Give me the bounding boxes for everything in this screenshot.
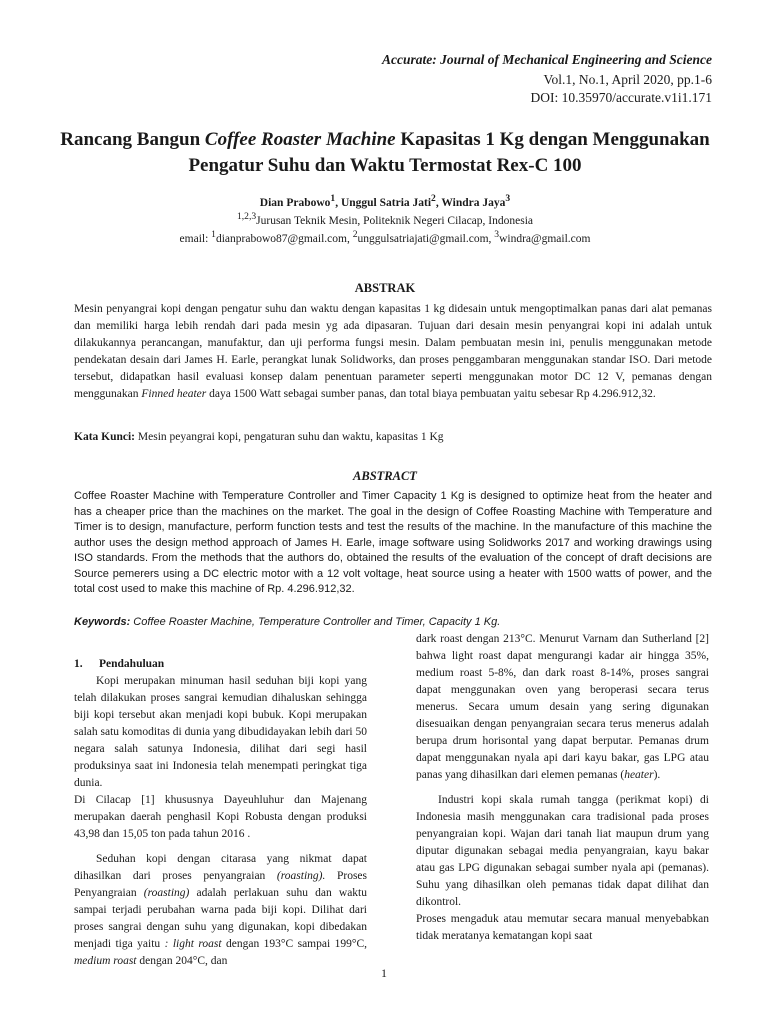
author-2-sup: 2 (431, 193, 436, 204)
paper-title (60, 127, 710, 179)
email-1-sup: 1 (211, 229, 216, 240)
email-2-sup: 2 (352, 229, 358, 240)
email-3-sup: 3 (494, 229, 500, 240)
paragraph-r1 (416, 631, 709, 784)
p2-a: Seduhan kopi dengan citarasa yang nikmat dapat dihasilkan dari proses penyangraian (74, 853, 367, 882)
r1-a: dark roast dengan 213°C. Menurut Varnam dan Sutherland [2] bahwa light roast dapat mengurangi kadar air hingga 35%, medium roast 5-8%, dan dark roast 8-14%, proses sangrai dapat menggunakan oven yang beroperasi secara terus menerus. Secara umum desain yang sering digunakan disesuaikan dengan penyangraian secara terus menerus adalah berupa drum horisontal yang dapat berputar. Pemanas drum dapat menggunakan nyala api dari kayu bakar, gas LPG atau panas yang dihasilkan dari elemen pemanas ( (416, 633, 709, 781)
p2-d: dengan 193°C sampai 199°C, (221, 938, 367, 950)
abstrak-text (74, 301, 712, 403)
author-3: Windra Jaya (441, 196, 506, 209)
abstrak-text-b: daya 1500 Watt sebagai sumber panas, dan total biaya pembuatan yaitu sebesar Rp 4.296.912,32. (206, 388, 656, 400)
p2-e: dengan 204°C, dan (136, 955, 228, 967)
abstrak-text-a: Mesin penyangrai kopi dengan pengatur suhu dan waktu dengan kapasitas 1 kg didesain untuk mengoptimalkan panas dari alat pemanas dan memiliki harga lebih rendah dari pada mesin yg ada dipasaran. Tujuan dari desain mesin penyangrai kopi ini adalah untuk dilakukannya perancangan, manufaktur, dan uji performa fungsi mesin. Dalam pembuatan mesin ini, penulis menggunakan metode pendekatan desain dari James H. Earle, perangkat lunak Solidworks, dan proses penggambaran menggunakan standar ISO. Dari metode tersebut, didapatkan hasil evaluasi konsep dalam penentuan parameter seperti menggunakan motor DC 12 V, pemanas dengan menggunakan (74, 303, 712, 400)
p2-i2: (roasting) (143, 887, 190, 899)
r1-italic: heater (624, 769, 654, 781)
keywords-label: Keywords: (74, 616, 131, 628)
page-number: 1 (381, 966, 387, 980)
paragraph-r3: Proses mengaduk atau memutar secara manual menyebabkan tidak meratanya kematangan kopi saat (416, 913, 709, 942)
title-part-3: Kapasitas 1 Kg dengan Menggunakan Pengatur Suhu dan Waktu Termostat Rex-C 100 (188, 129, 710, 176)
author-list: Dian Prabowo$^1$, Unggul Satria Jati$^2$, Windra Jaya$^3$ (259, 193, 511, 209)
email-line (60, 229, 710, 245)
p2-i1: (roasting). (276, 870, 326, 882)
author-1: Dian Prabowo (259, 196, 331, 209)
email-label: email: (179, 232, 212, 245)
affiliation-sup: 1,2,3 (236, 211, 257, 222)
paragraph-1: Kopi merupakan minuman hasil seduhan biji kopi yang telah dilakukan proses sangrai kemudian dihaluskan sehingga biji kopi tersebut akan menjadi kopi bubuk. Kopi merupakan salah satu komoditas di dunia yang dibudidayakan lebih dari 50 negara salah satunya Indonesia, dilihat dari segi hasil produksinya saat ini Indonesia telah menempati peringkat tiga dunia. (74, 675, 367, 789)
title-part-1: Rancang Bangun (60, 129, 205, 150)
paragraph-r2: Industri kopi skala rumah tangga (perikmat kopi) di Indonesia masih menggunakan cara tradisional pada proses penyangraian kopi. Wajan dari tanah liat maupun drum yang diputar digunakan sebagai media penyangraian, kayu bakar atau gas LPG digunakan sebagai sumber nyala api (pemanas). Suhu yang dihasilkan oleh pemanas tidak dapat dilihat dan dikontrol. (416, 794, 709, 908)
affiliation-text: Jurusan Teknik Mesin, Politeknik Negeri Cilacap, Indonesia (256, 214, 533, 227)
section-title: Pendahuluan (99, 658, 165, 670)
left-column (74, 656, 367, 970)
keywords (74, 614, 712, 631)
email-2: unggulsatriajati@gmail.com, (357, 232, 495, 245)
author-3-sup: 3 (505, 193, 511, 204)
author-2: Unggul Satria Jati (340, 196, 432, 209)
author-1-sup: 1 (330, 193, 336, 204)
abstrak-italic: Finned heater (141, 388, 207, 400)
affiliation (60, 211, 710, 227)
journal-name: Accurate: Journal of Mechanical Engineering and Science (381, 52, 712, 67)
keywords-text: Coffee Roaster Machine, Temperature Controller and Timer, Capacity 1 Kg. (130, 616, 501, 628)
section-number: 1. (74, 658, 83, 670)
email-1: dianprabowo87@gmail.com, (215, 232, 353, 245)
abstrak-heading: ABSTRAK (354, 281, 416, 295)
section-heading (74, 656, 367, 673)
email-3: windra@gmail.com (499, 232, 591, 245)
volume-info: Vol.1, No.1, April 2020, pp.1-6 (543, 72, 712, 87)
abstract-heading: ABSTRACT (353, 469, 417, 483)
abstract-text: Coffee Roaster Machine with Temperature Controller and Timer Capacity 1 Kg is designed to optimize heat from the heater and has a cheaper price than the machines on the market. The goal in the design of Coffee Roasting Machine with Temperature and Timer is to design, manufacture, perform function tests and test the results of the machine. In the manufacture of this machine the author uses the design method approach of James H. Earle, image software using Solidworks 2017 and working drawings using ISO standards. From the methods that the authors do, obtained the results of the evaluation of the concept of draft decisions are Source pemerers using a DC electric motor with a 12 volt voltage, heat source using a heater with 1500 watts of power, and the total cost used to make this machine of Rp. 4.296.912,32. (74, 490, 712, 595)
paragraph-1b: Di Cilacap [1] khususnya Dayeuhluhur dan Majenang merupakan daerah penghasil Kopi Robusta dengan produksi 43,98 dan 15,05 ton pada tahun 2016 . (74, 794, 367, 840)
title-italic: Coffee Roaster Machine (204, 129, 396, 150)
p2-i4: medium roast (74, 955, 137, 967)
p2-i3: : light roast (164, 938, 222, 950)
kata-kunci (74, 429, 712, 446)
p2-b: Proses Penyangraian (74, 870, 367, 899)
kata-kunci-label: Kata Kunci: (74, 431, 136, 443)
doi: DOI: 10.35970/accurate.v1i1.171 (530, 90, 712, 105)
right-column (416, 631, 709, 945)
paragraph-2 (74, 851, 367, 970)
r1-b: ). (653, 769, 661, 781)
p2-c: adalah perlakuan suhu dan waktu sampai terjadi perubahan warna pada biji kopi. Dilihat dari proses sangrai dengan suhu yang digunakan, kopi dibedakan menjadi tiga yaitu (74, 887, 367, 950)
kata-kunci-text: Mesin peyangrai kopi, pengaturan suhu dan waktu, kapasitas 1 Kg (135, 431, 444, 443)
